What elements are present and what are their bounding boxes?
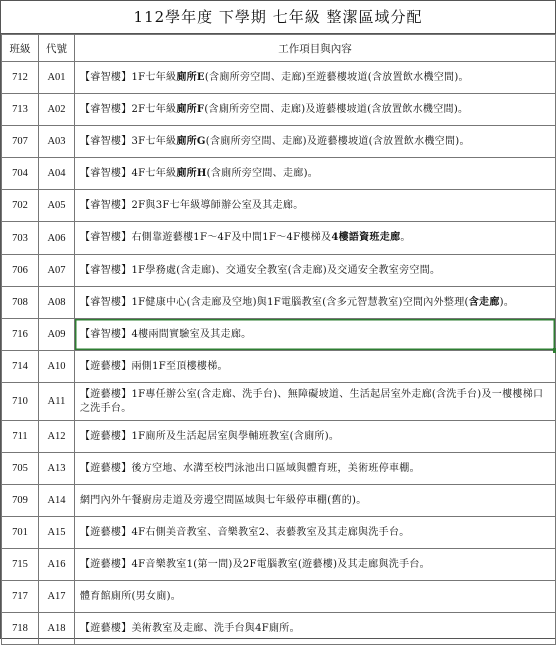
class-cell[interactable]: 714 <box>2 351 39 383</box>
task-emphasis: 4樓語資班走廊 <box>331 232 401 243</box>
task-cell[interactable] <box>75 517 556 549</box>
task-cell[interactable] <box>75 351 556 383</box>
task-text-tail: )。 <box>499 296 515 308</box>
code-cell[interactable]: A04 <box>39 158 75 190</box>
code-cell[interactable]: A02 <box>39 94 75 126</box>
task-text: 【遊藝樓】4F右側美音教室、音樂教室2、表藝教室及其走廊與洗手台。 <box>80 526 410 538</box>
task-cell[interactable] <box>75 94 556 126</box>
task-cell[interactable] <box>75 453 556 485</box>
class-cell[interactable]: 708 <box>2 287 39 319</box>
table-row <box>2 485 556 517</box>
task-text: 【睿智樓】1F健康中心(含走廊及空地)與1F電腦教室(含多元智慧教室)空間內外整理( <box>80 296 469 308</box>
header-row <box>2 35 556 62</box>
table-row <box>2 62 556 94</box>
task-cell[interactable] <box>75 62 556 94</box>
task-emphasis: 廁所F <box>176 103 205 115</box>
class-cell[interactable]: 705 <box>2 453 39 485</box>
header-task[interactable]: 工作項目與內容 <box>75 35 556 62</box>
table-row <box>2 613 556 645</box>
task-cell[interactable] <box>75 190 556 222</box>
code-cell[interactable]: A15 <box>39 517 75 549</box>
task-text: 【遊藝樓】4F音樂教室1(第一間)及2F電腦教室(遊藝樓)及其走廊與洗手台。 <box>80 558 430 570</box>
header-class[interactable]: 班級 <box>2 35 39 62</box>
class-cell[interactable]: 710 <box>2 383 39 421</box>
table-row <box>2 351 556 383</box>
task-text: 【睿智樓】4F七年級 <box>80 167 177 179</box>
task-emphasis: 廁所G <box>176 135 206 147</box>
class-cell[interactable]: 701 <box>2 517 39 549</box>
task-text: 【睿智樓】4樓兩間實驗室及其走廊。 <box>80 328 252 340</box>
task-cell[interactable] <box>75 613 556 645</box>
task-text-tail: (含廁所旁空間、走廊)及遊藝樓坡道(含放置飲水機空間)。 <box>204 103 469 115</box>
task-text-tail: 。 <box>400 232 411 243</box>
task-cell[interactable] <box>75 549 556 581</box>
table-row <box>2 549 556 581</box>
task-text: 體育館廁所(男女廁)。 <box>80 590 182 602</box>
table-row <box>2 222 556 255</box>
code-cell[interactable]: A10 <box>39 351 75 383</box>
task-text: 【遊藝樓】後方空地、水溝至校門泳池出口區域與體育班，美術班停車棚。 <box>80 462 420 474</box>
task-cell[interactable] <box>75 255 556 287</box>
task-text: 【遊藝樓】1F廁所及生活起居室與學輔班教室(含廁所)。 <box>80 430 340 442</box>
code-cell[interactable]: A18 <box>39 613 75 645</box>
assignment-table <box>1 34 556 645</box>
code-cell[interactable]: A11 <box>39 383 75 421</box>
task-emphasis: 廁所H <box>176 167 207 179</box>
task-text: 【睿智樓】2F與3F七年級導師辦公室及其走廊。 <box>80 199 304 211</box>
class-cell[interactable]: 703 <box>2 222 39 255</box>
class-cell[interactable]: 704 <box>2 158 39 190</box>
task-text: 【遊藝樓】1F專任辦公室(含走廊、洗手台)、無障礙坡道、生活起居室外走廊(含洗手台)及一樓樓梯口之洗手台。 <box>80 388 544 414</box>
table-row <box>2 94 556 126</box>
class-cell[interactable]: 715 <box>2 549 39 581</box>
code-cell[interactable]: A08 <box>39 287 75 319</box>
task-text-tail: (含廁所旁空間、走廊)及遊藝樓坡道(含放置飲水機空間)。 <box>205 135 470 147</box>
class-cell[interactable]: 706 <box>2 255 39 287</box>
table-row <box>2 421 556 453</box>
task-cell[interactable] <box>75 287 556 319</box>
code-cell[interactable]: A06 <box>39 222 75 255</box>
code-cell[interactable]: A17 <box>39 581 75 613</box>
class-cell[interactable]: 716 <box>2 319 39 351</box>
code-cell[interactable]: A12 <box>39 421 75 453</box>
table-row <box>2 255 556 287</box>
code-cell[interactable]: A14 <box>39 485 75 517</box>
table-row <box>2 581 556 613</box>
code-cell[interactable]: A13 <box>39 453 75 485</box>
class-cell[interactable]: 707 <box>2 126 39 158</box>
table-row <box>2 158 556 190</box>
table-row <box>2 287 556 319</box>
class-cell[interactable]: 711 <box>2 421 39 453</box>
task-cell[interactable] <box>75 421 556 453</box>
class-cell[interactable]: 702 <box>2 190 39 222</box>
task-text: 【遊藝樓】兩側1F至頂樓樓梯。 <box>80 360 228 372</box>
task-cell[interactable] <box>75 581 556 613</box>
task-text: 【睿智樓】3F七年級 <box>80 135 177 147</box>
class-cell[interactable]: 712 <box>2 62 39 94</box>
class-cell[interactable]: 713 <box>2 94 39 126</box>
class-cell[interactable]: 718 <box>2 613 39 645</box>
table-row <box>2 319 556 351</box>
task-text: 【睿智樓】1F七年級 <box>80 71 177 83</box>
task-cell[interactable] <box>75 319 556 351</box>
task-cell[interactable] <box>75 158 556 190</box>
code-cell[interactable]: A05 <box>39 190 75 222</box>
table-row <box>2 383 556 421</box>
code-cell[interactable]: A01 <box>39 62 75 94</box>
code-cell[interactable]: A03 <box>39 126 75 158</box>
task-text: 【睿智樓】1F學務處(含走廊)、交通安全教室(含走廊)及交通安全教室旁空間。 <box>80 264 441 276</box>
task-cell[interactable] <box>75 383 556 421</box>
task-cell[interactable] <box>75 485 556 517</box>
table-row <box>2 190 556 222</box>
task-text: 【睿智樓】2F七年級 <box>80 103 177 115</box>
task-emphasis: 廁所E <box>176 71 205 83</box>
code-cell[interactable]: A16 <box>39 549 75 581</box>
sheet-title[interactable]: 112學年度 下學期 七年級 整潔區域分配 <box>1 1 555 34</box>
task-cell[interactable] <box>75 126 556 158</box>
table-body <box>2 62 556 645</box>
code-cell[interactable]: A07 <box>39 255 75 287</box>
table-row <box>2 453 556 485</box>
task-cell[interactable] <box>75 222 556 255</box>
task-text: 【睿智樓】右側靠遊藝樓1F～4F及中間1F～4F樓梯及 <box>80 232 332 243</box>
task-text: 【遊藝樓】美術教室及走廊、洗手台與4F廁所。 <box>80 622 300 634</box>
code-cell[interactable]: A09 <box>39 319 75 351</box>
header-code[interactable]: 代號 <box>39 35 75 62</box>
table-row <box>2 517 556 549</box>
task-text-tail: (含廁所旁空間、走廊)至遊藝樓坡道(含放置飲水機空間)。 <box>204 71 469 83</box>
table-row <box>2 126 556 158</box>
task-text-tail: (含廁所旁空間、走廊)。 <box>206 167 319 179</box>
task-emphasis: 含走廊 <box>468 296 500 308</box>
class-cell[interactable]: 717 <box>2 581 39 613</box>
class-cell[interactable]: 709 <box>2 485 39 517</box>
task-text: 網門內外午餐廚房走道及旁邊空間區域與七年級停車棚(舊的)。 <box>80 494 367 506</box>
